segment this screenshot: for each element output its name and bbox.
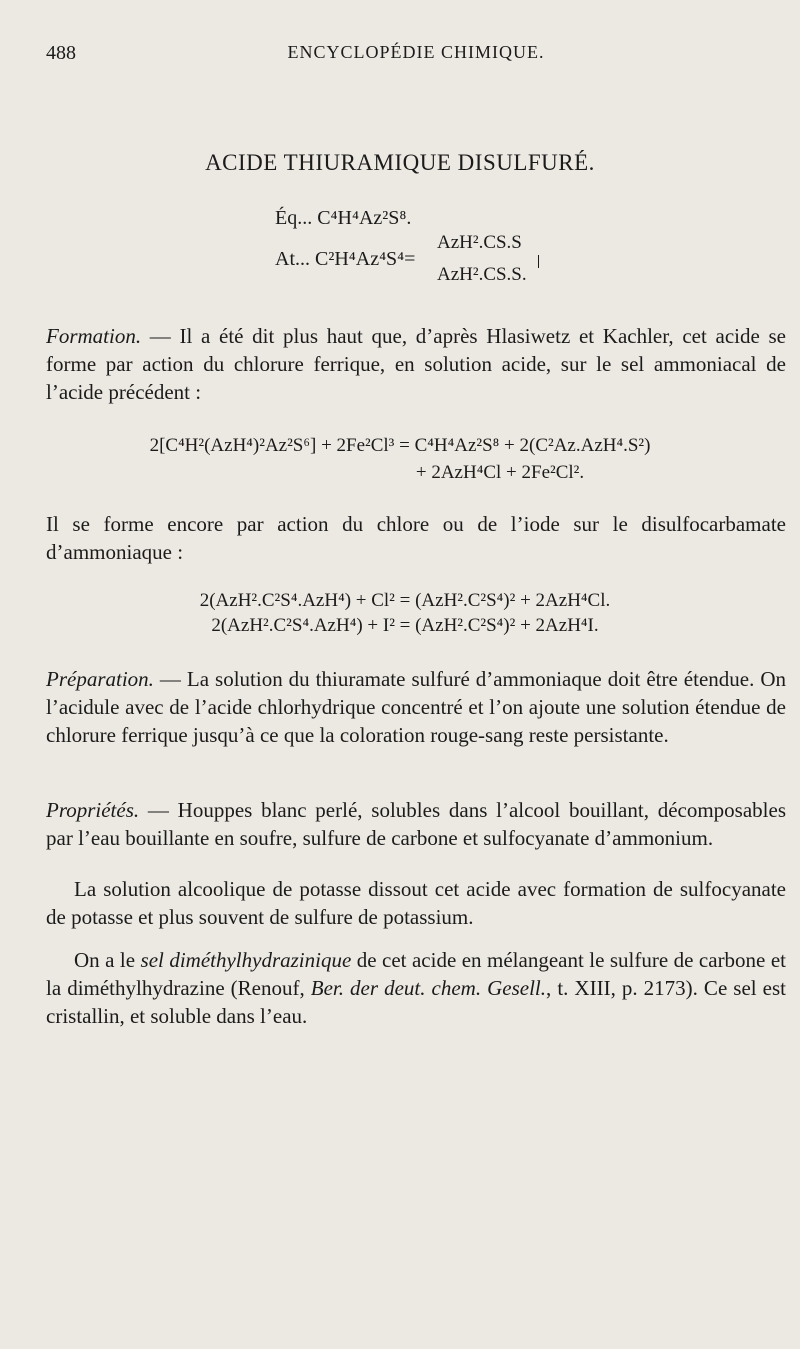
formation-paragraph bbox=[46, 322, 786, 406]
at-label: At... bbox=[275, 248, 315, 270]
equation-2-line-1: 2(AzH².C²S⁴.AzH⁴) + Cl² = (AzH².C²S⁴)² + 2AzH⁴Cl. bbox=[199, 590, 611, 611]
atomic-formula-lower: AzH².CS.S. bbox=[437, 264, 527, 285]
eq-label: Éq... bbox=[275, 207, 318, 229]
atomic-formula-upper: AzH².CS.S bbox=[437, 232, 522, 253]
page-header bbox=[46, 42, 786, 66]
formation-text: — Il a été dit plus haut que, d’après Hlasiwetz et Kachler, cet acide se forme par action du chlorure ferrique, en solution acide, sur le sel ammoniacal de l’acide précédent : bbox=[46, 324, 786, 404]
formation-heading: Formation. bbox=[46, 324, 142, 348]
proprietes-heading: Propriétés. bbox=[46, 798, 140, 822]
salt-text-2: de cet acide en mélangeant le sulfure de carbone et la diméthylhydrazine (Renouf, bbox=[46, 948, 786, 1000]
salt-name-italic: sel diméthylhydrazinique bbox=[140, 948, 352, 972]
disulfide-bond-line bbox=[538, 255, 539, 268]
salt-text-3: , t. XIII, p. 2173). Ce sel est cristallin, et soluble dans l’eau. bbox=[46, 976, 786, 1028]
equation-2-line-2: 2(AzH².C²S⁴.AzH⁴) + I² = (AzH².C²S⁴)² + 2AzH⁴I. bbox=[211, 615, 599, 636]
equation-1-line-1: 2[C⁴H²(AzH⁴)²Az²S⁶] + 2Fe²Cl³ = C⁴H⁴Az²S⁸ + 2(C²Az.AzH⁴.S²) bbox=[149, 435, 651, 456]
at-formula: C²H⁴Az⁴S⁴= bbox=[315, 248, 416, 270]
salt-paragraph bbox=[46, 946, 786, 1030]
preparation-text: — La solution du thiuramate sulfuré d’ammoniaque doit être étendue. On l’acidule avec de l’acide chlorhydrique concentré et l’on ajoute une solution étendue de chlorure ferrique jusqu’à ce que la coloration rouge-sang reste persistante. bbox=[46, 667, 786, 747]
preparation-heading: Préparation. bbox=[46, 667, 154, 691]
running-title: ENCYCLOPÉDIE CHIMIQUE. bbox=[287, 42, 545, 62]
atomic-formula bbox=[275, 248, 415, 271]
proprietes-paragraph bbox=[46, 796, 786, 852]
alcohol-paragraph: La solution alcoolique de potasse dissout cet acide avec formation de sulfocyanate de potasse et plus souvent de sulfure de potassium. bbox=[46, 877, 786, 929]
salt-text-1: On a le bbox=[74, 948, 141, 972]
equation-1-line-2: + 2AzH⁴Cl + 2Fe²Cl². bbox=[415, 462, 585, 483]
equivalent-formula bbox=[275, 207, 411, 230]
page-number: 488 bbox=[46, 42, 76, 64]
preparation-paragraph bbox=[46, 665, 786, 749]
iodine-paragraph: Il se forme encore par action du chlore ou de l’iode sur le disulfocarbamate d’ammoniaque : bbox=[46, 512, 786, 564]
eq-formula: C⁴H⁴Az²S⁸. bbox=[317, 207, 412, 229]
proprietes-text: — Houppes blanc perlé, solubles dans l’alcool bouillant, décomposables par l’eau bouillante en soufre, sulfure de carbone et sulfocyanate d’ammonium. bbox=[46, 798, 786, 850]
section-title: ACIDE THIURAMIQUE DISULFURÉ. bbox=[205, 150, 595, 175]
journal-reference-italic: Ber. der deut. chem. Gesell. bbox=[310, 976, 547, 1000]
